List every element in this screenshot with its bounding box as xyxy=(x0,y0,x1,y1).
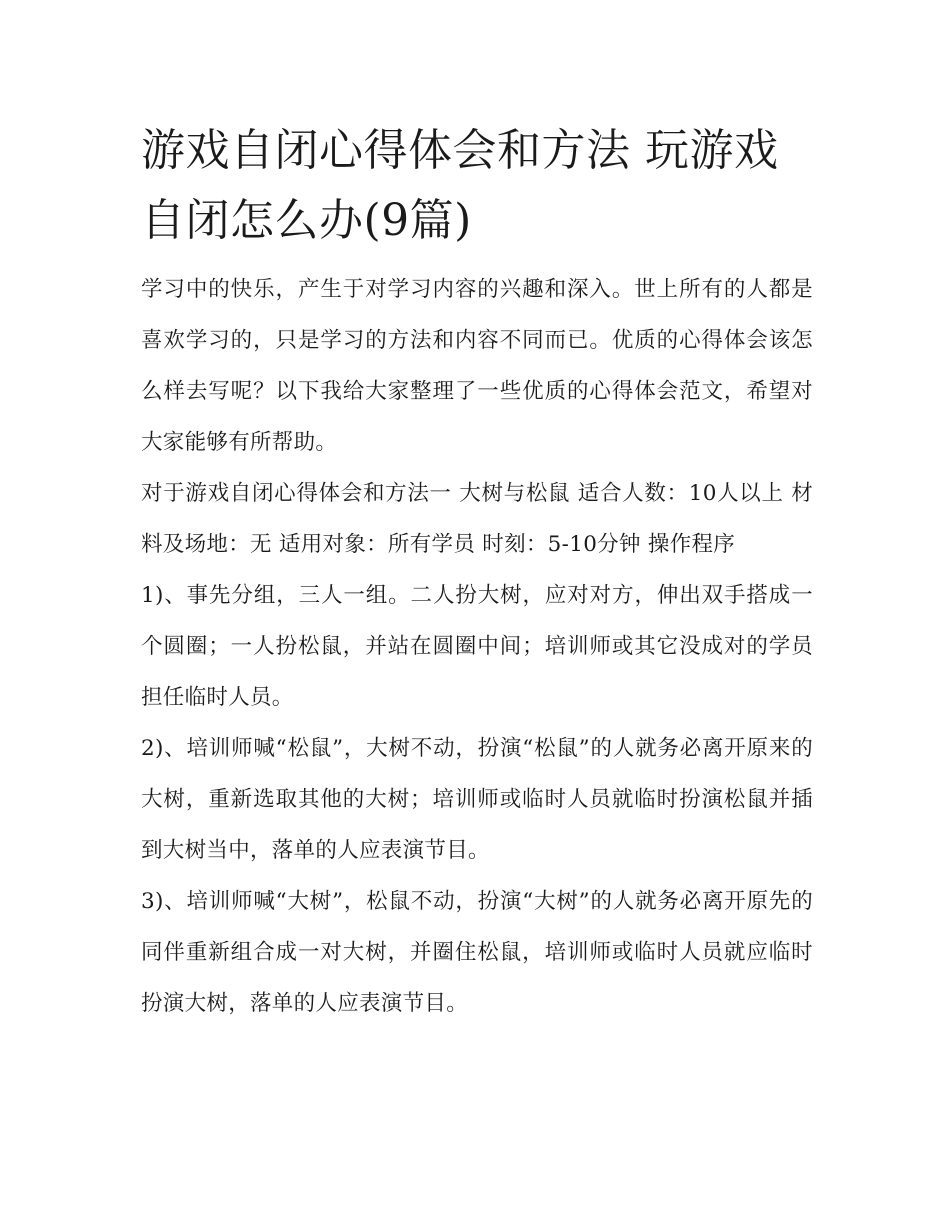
step-3-paragraph: 3)、培训师喊“大树”，松鼠不动，扮演“大树”的人就务必离开原先的同伴重新组合成一对大树，并圈住松鼠，培训师或临时人员就应临时扮演大树，落单的人应表演节目。 xyxy=(141,889,813,1016)
game-info-paragraph: 对于游戏自闭心得体会和方法一 大树与松鼠 适合人数：10人以上 材料及场地：无 适用对象：所有学员 时刻：5-10分钟 操作程序 xyxy=(141,481,813,557)
intro-paragraph: 学习中的快乐，产生于对学习内容的兴趣和深入。世上所有的人都是喜欢学习的，只是学习的方法和内容不同而已。优质的心得体会该怎么样去写呢？以下我给大家整理了一些优质的心得体会范文，希望对大家能够有所帮助。 xyxy=(141,277,813,455)
document-page xyxy=(141,116,813,1029)
step-2-paragraph: 2)、培训师喊“松鼠”，大树不动，扮演“松鼠”的人就务必离开原来的大树，重新选取其他的大树；培训师或临时人员就临时扮演松鼠并插到大树当中，落单的人应表演节目。 xyxy=(141,736,813,863)
document-title: 游戏自闭心得体会和方法 玩游戏自闭怎么办(9篇) xyxy=(141,125,779,246)
step-1-paragraph: 1)、事先分组，三人一组。二人扮大树，应对对方，伸出双手搭成一个圆圈；一人扮松鼠，并站在圆圈中间；培训师或其它没成对的学员担任临时人员。 xyxy=(141,583,813,710)
